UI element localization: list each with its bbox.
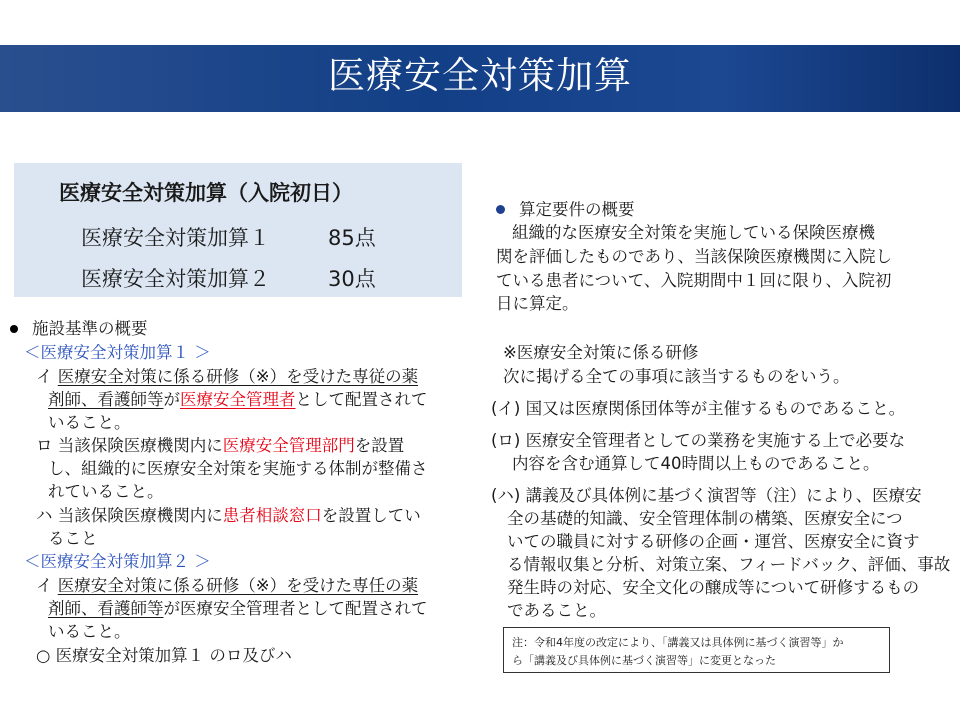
add2-i-line2: 剤師、看護師等が医療安全管理者として配置されて [48, 599, 428, 618]
note-box [503, 627, 890, 673]
add1-ro-line2: し、組織的に医療安全対策を実施する体制が整備さ [48, 459, 428, 478]
note-line: 注：令和4年度の改定により、「講義又は具体例に基づく演習等」か [512, 636, 844, 649]
fee-summary-box [14, 163, 462, 297]
note-line: ら「講義及び具体例に基づく演習等」に変更となった [512, 654, 776, 667]
training-heading: ※医療安全対策に係る研修 [503, 343, 699, 362]
training-item-ha-line: であること。 [507, 601, 606, 620]
training-item-ha-line: 全の基礎的知識、安全管理体制の構築、医療安全につ [507, 509, 903, 528]
add1-ro-line1: ロ 当該保険医療機関内に医療安全管理部門を設置 [36, 436, 405, 455]
req-line: 日に算定。 [496, 294, 579, 313]
training-item-ha-line: いての職員に対する研修の企画・運営、医療安全に資す [507, 532, 920, 551]
facility-standards-heading: 施設基準の概要 [10, 318, 148, 340]
requirements-heading: 算定要件の概要 [496, 199, 635, 221]
fee-row [81, 263, 376, 293]
req-line: 関を評価したものであり、当該保険医療機関に入院し [496, 247, 892, 266]
add2-heading: ＜医療安全対策加算２ ＞ [24, 552, 211, 571]
bullet-icon [10, 325, 18, 333]
add1-heading: ＜医療安全対策加算１ ＞ [24, 343, 211, 362]
page-title: 医療安全対策加算 [328, 54, 632, 97]
add1-ha-line2: ること [48, 529, 98, 548]
fee-row [81, 222, 376, 252]
training-intro: 次に掲げる全ての事項に該当するものをいう。 [503, 367, 850, 386]
training-item-ha-line: る情報収集と分析、対策立案、フィードバック、評価、事故 [507, 555, 951, 574]
training-item-ha-line: 発生時の対応、安全文化の醸成等について研修するもの [507, 578, 920, 597]
add1-ha-line1: ハ 当該保険医療機関内に患者相談窓口を設置してい [36, 506, 421, 525]
fee-box-heading: 医療安全対策加算（入院初日） [59, 181, 353, 205]
req-line: 組織的な医療安全対策を実施している保険医療機 [512, 223, 875, 242]
fee-name: 医療安全対策加算２ [81, 267, 270, 291]
training-item-i: (イ) 国又は医療関係団体等が主催するものであること。 [491, 399, 906, 418]
add2-i-line1: イ 医療安全対策に係る研修（※）を受けた専任の薬 [36, 576, 419, 595]
title-bar [0, 45, 960, 112]
add1-i-line2: 剤師、看護師等が医療安全管理者として配置されて [48, 390, 428, 409]
training-item-ha-line: (ハ) 講義及び具体例に基づく演習等（注）により、医療安 [491, 486, 922, 505]
add2-maru-line: ○ 医療安全対策加算１ のロ及びハ [36, 646, 292, 665]
add1-i-line1: イ 医療安全対策に係る研修（※）を受けた専従の薬 [36, 367, 419, 386]
training-item-ro-2: 内容を含む通算して40時間以上ものであること。 [512, 454, 880, 473]
fee-name: 医療安全対策加算１ [81, 226, 270, 250]
bullet-icon [496, 205, 505, 214]
fee-points: 85点 [328, 226, 376, 250]
add1-ro-line3: れていること。 [48, 482, 164, 501]
training-item-ro-1: (ロ) 医療安全管理者としての業務を実施する上で必要な [491, 431, 906, 450]
fee-points: 30点 [328, 267, 376, 291]
req-line: ている患者について、入院期間中１回に限り、入院初 [496, 271, 892, 290]
add1-i-line3: いること。 [48, 413, 131, 432]
add2-i-line3: いること。 [48, 622, 131, 641]
